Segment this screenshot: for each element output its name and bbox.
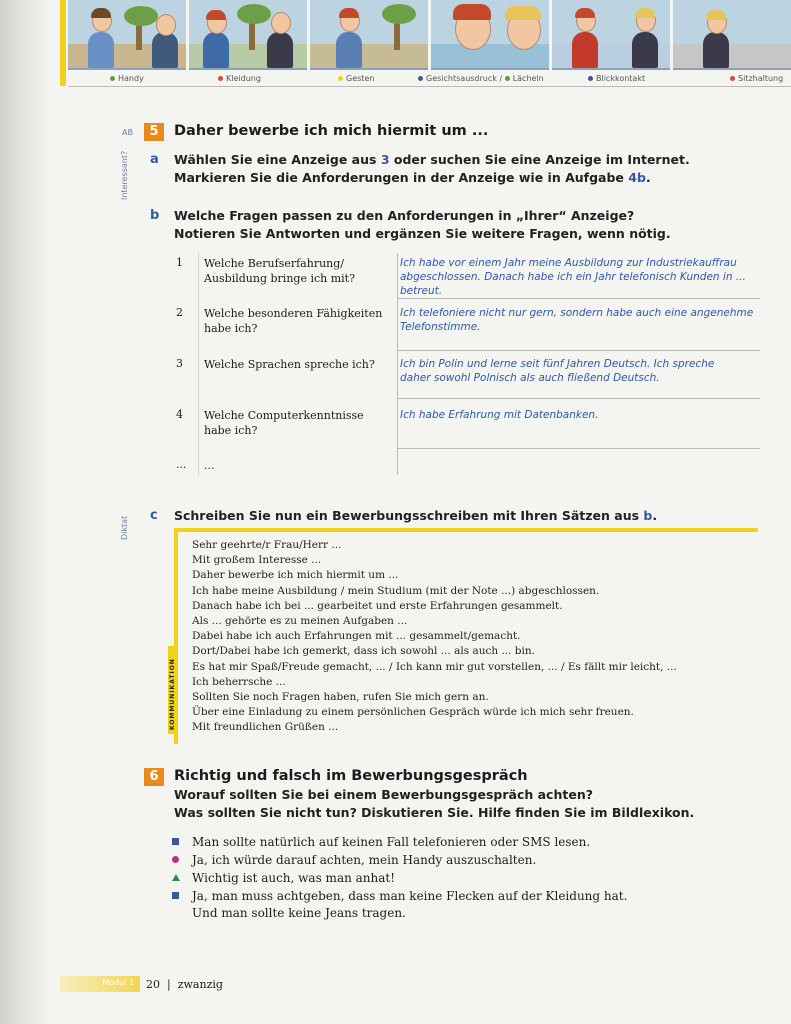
row-question: Welche Berufserfahrung/ Ausbildung bringe ich mit? <box>204 257 355 285</box>
bullet-dot-icon <box>418 76 423 81</box>
bullet-dot-icon <box>338 76 343 81</box>
row-question: Welche Sprachen spreche ich? <box>204 358 375 371</box>
header-accent-bar <box>60 0 66 86</box>
row-number: 1 <box>176 256 183 269</box>
circle-bullet-icon <box>172 856 179 863</box>
section-number-5: 5 <box>144 123 164 141</box>
kommunikation-tag: KOMMUNIKATION <box>168 646 178 734</box>
table-divider-left <box>198 253 199 475</box>
task-c-letter: c <box>150 508 158 523</box>
illustration-blickkontakt <box>552 0 670 70</box>
table-rule <box>398 448 760 449</box>
page-gutter <box>0 0 52 1024</box>
illustration-labels <box>68 70 791 87</box>
label-gesichtsausdruck: Gesichtsausdruck / Lächeln <box>418 74 544 83</box>
row-question: Welche Computerkenntnisse habe ich? <box>204 409 364 437</box>
table-rule <box>398 350 760 351</box>
section-6-title: Richtig und falsch im Bewerbungsgespräch <box>174 768 528 784</box>
task-a-letter: a <box>150 152 159 167</box>
bullet-dot-icon <box>505 76 510 81</box>
section-5-title: Daher bewerbe ich mich hiermit um ... <box>174 123 489 139</box>
section-number-6: 6 <box>144 768 164 786</box>
section-6-line1: Worauf sollten Sie bei einem Bewerbungsgespräch achten? <box>174 787 593 802</box>
row-number: 2 <box>176 306 183 319</box>
side-label-interessant: Interessant? <box>120 150 129 200</box>
task-b-line1: Welche Fragen passen zu den Anforderungen in „Ihrer“ Anzeige? <box>174 208 635 223</box>
square-bullet-icon <box>172 838 179 845</box>
label-sitzhaltung: Sitzhaltung <box>730 74 783 83</box>
side-label-diktat: Diktat <box>120 515 129 540</box>
label-handy: Handy <box>110 74 144 83</box>
row-question: ... <box>204 459 215 472</box>
label-blickkontakt: Blickkontakt <box>588 74 645 83</box>
section-6-line2: Was sollten Sie nicht tun? Diskutieren Sie. Hilfe finden Sie im Bildlexikon. <box>174 805 695 820</box>
bullet-dot-icon <box>110 76 115 81</box>
row-question: Welche besonderen Fähigkeiten habe ich? <box>204 307 383 335</box>
task-b-letter: b <box>150 208 160 223</box>
kommunikation-phrases: Sehr geehrte/r Frau/Herr ... Mit großem Interesse ... Daher bewerbe ich mich hiermit um ... Ich habe meine Ausbildung / mein Studium (mit der Note ...) abgeschlossen. Danach habe ich bei ... gearbeitet und erste Erfahrungen gesammelt. Als ... gehörte es zu meinen Aufgaben ... Dabei habe ich auch Erfahrungen mit ... gesammelt/gemacht. Dort/Dabei habe ich gemerkt, dass ich sowohl ... als auch ... bin. Es hat mir Spaß/Freude gemacht, ... / Ich kann mir gut vorstellen, ... / Es fällt mir leicht, ... Ich beherrsche ... Sollten Sie noch Fragen haben, rufen Sie mich gern an. Über eine Einladung zu einem persönlichen Gespräch würde ich mich sehr freuen. Mit freundlichen Grüßen ... <box>192 539 677 734</box>
bullet-dot-icon <box>588 76 593 81</box>
page-number: 20 | zwanzig <box>146 978 223 991</box>
illustration-kleidung <box>189 0 307 70</box>
task-c-line: Schreiben Sie nun ein Bewerbungsschreiben mit Ihren Sätzen aus b. <box>174 508 658 523</box>
row-answer: Ich habe vor einem Jahr meine Ausbildung zur Industriekauffrau abgeschlossen. Danach habe ich ein Jahr telefonisch Kunden in ... betreut. <box>400 257 746 297</box>
row-number: 4 <box>176 408 183 421</box>
table-divider <box>397 253 398 475</box>
square-bullet-icon <box>172 892 179 899</box>
module-tab: Modul 1 <box>60 976 140 992</box>
row-answer: Ich telefoniere nicht nur gern, sondern habe auch eine angenehme Telefonstimme. <box>400 307 754 333</box>
bullet-dot-icon <box>218 76 223 81</box>
row-answer: Ich bin Polin und lerne seit fünf Jahren Deutsch. Ich spreche daher sowohl Polnisch als auch fließend Deutsch. <box>400 358 715 384</box>
row-number: 3 <box>176 357 183 370</box>
task-a-line1: Wählen Sie eine Anzeige aus 3 oder suchen Sie eine Anzeige im Internet. <box>174 152 690 167</box>
kommunikation-box <box>174 528 758 744</box>
row-number: ... <box>176 458 187 471</box>
row-answer: Ich habe Erfahrung mit Datenbanken. <box>400 409 599 421</box>
table-rule <box>398 398 760 399</box>
label-kleidung: Kleidung <box>218 74 261 83</box>
triangle-bullet-icon <box>172 874 180 881</box>
task-b-line2: Notieren Sie Antworten und ergänzen Sie weitere Fragen, wenn nötig. <box>174 226 671 241</box>
illustration-sitzhaltung <box>673 0 791 70</box>
label-gesten: Gesten <box>338 74 374 83</box>
illustration-strip <box>68 0 791 70</box>
illustration-handy <box>68 0 186 70</box>
ab-marker: AB <box>122 128 133 137</box>
illustration-gesten <box>310 0 428 70</box>
illustration-gesichtsausdruck <box>431 0 549 70</box>
task-a-line2: Markieren Sie die Anforderungen in der Anzeige wie in Aufgabe 4b. <box>174 170 651 185</box>
table-rule <box>398 298 760 299</box>
bullet-dot-icon <box>730 76 735 81</box>
